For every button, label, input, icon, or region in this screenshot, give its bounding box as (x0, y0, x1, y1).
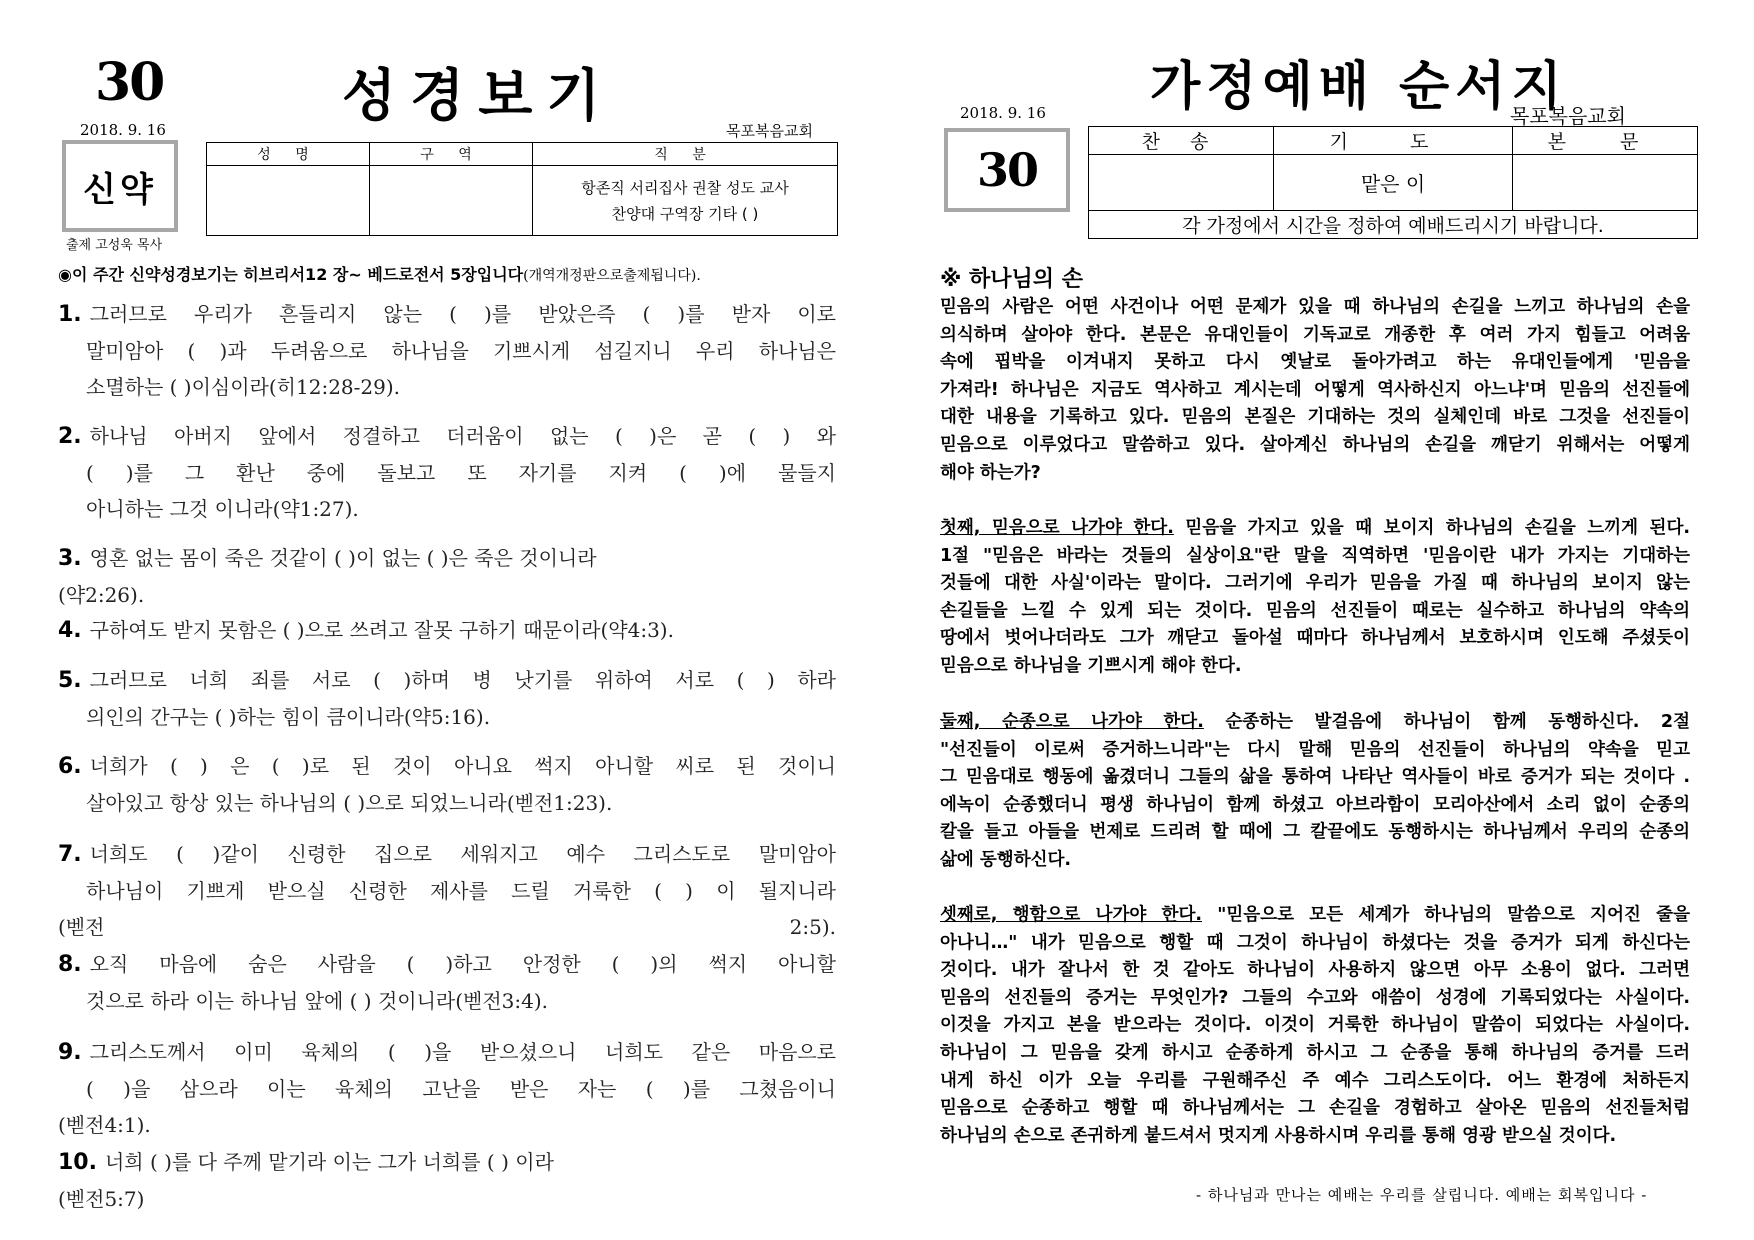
question-number: 7. (58, 842, 82, 867)
form-header-role: 직 분 (533, 143, 838, 166)
left-date: 2018. 9. 16 (80, 121, 166, 139)
intro-text: ◉이 주간 신약성경보기는 히브리서12 장~ 베드로전서 5장입니다 (58, 265, 524, 284)
section-title: ※ 하나님의 손 (940, 267, 1083, 292)
question-number: 10. (58, 1150, 97, 1175)
question-line: 너희가 ( ) 은 ( )로 된 것이 아니요 썩지 아니할 씨로 된 것이니 (89, 754, 836, 778)
worship-prayer-value: 맡은 이 (1274, 155, 1513, 211)
sermon-line: 믿음으로 이루었다고 말씀하고 있다. 살아계신 하나님의 손길을 깨닫기 위해서는 어떻게 (940, 434, 1690, 455)
question-5 (58, 662, 836, 735)
sermon-intro (940, 294, 1690, 487)
question-number: 2. (58, 424, 82, 449)
question-line: ( )를 그 환난 중에 돌보고 또 자기를 지켜 ( )에 물들지 (86, 461, 836, 485)
sermon-line: 믿음을 가지고 있을 때 보이지 하나님의 손길을 느끼게 된다. (1173, 518, 1691, 538)
sermon-point-3 (940, 902, 1690, 1150)
question-line: 너희도 ( )같이 신령한 집으로 세워지고 예수 그리스도로 말미암아 (89, 842, 836, 866)
worship-header-hymn: 찬 송 (1089, 127, 1274, 155)
sermon-line: 의식하며 살아야 한다. 본문은 유대인들이 기독교로 개종한 후 여러 가지 힘들고 어려움 (940, 324, 1690, 345)
question-reference: (벧전5:7) (58, 1187, 145, 1211)
question-line: 소멸하는 ( )이심이라(히12:28-29). (86, 375, 401, 399)
sermon-line: 에녹이 순종했더니 평생 하나님이 함께 하셨고 아브라함이 모리아산에서 소리 없이 순종의 (940, 794, 1690, 815)
form-header-district: 구 역 (370, 143, 533, 166)
question-line: 그리스도께서 이미 육체의 ( )을 받으셨으니 너희도 같은 마음으로 (89, 1040, 836, 1064)
author: 출제 고성욱 목사 (66, 238, 163, 253)
left-title: 성경보기 (342, 64, 615, 129)
question-number: 9. (58, 1040, 82, 1065)
sermon-line: 손길들을 느낄 수 있게 되는 것이다. 믿음의 선진들이 때로는 실수하고 하나님의 약속의 (940, 600, 1690, 621)
worship-note: 각 가정에서 시간을 정하여 예배드리시기 바랍니다. (1089, 211, 1698, 239)
sermon-line: 믿음의 선진들의 증거는 무엇인가? 그들의 수고와 애씀이 성경에 기록되었다는 사실이다. (940, 987, 1690, 1008)
worship-hymn-field[interactable] (1089, 155, 1274, 211)
form-district-field[interactable] (370, 166, 533, 236)
sermon-line: 대한 내용을 기록하고 있다. 믿음의 본질은 기대하는 것의 실체인데 바로 그것을 선진들이 (940, 407, 1690, 428)
question-line: 아니하는 그것 이니라(약1:27). (86, 497, 359, 521)
intro-line (58, 262, 701, 285)
form-role-options[interactable] (533, 166, 838, 236)
question-number: 6. (58, 754, 82, 779)
question-9 (58, 1034, 836, 1143)
form-roles-line2: 찬양대 구역장 기타 ( ) (611, 204, 759, 223)
sermon-line: 하나님의 손으로 존귀하게 붙드셔서 멋지게 사용하시며 우리를 통해 영광 받으실 것이다. (940, 1125, 1617, 1146)
sermon-line: 것들에 대한 사실'이라는 말이다. 그러기에 우리가 믿음을 가질 때 하나님의 보이지 않는 (940, 573, 1690, 594)
left-church: 목포복음교회 (726, 122, 813, 140)
sermon-line: "선진들이 이로써 증거하느니라"는 다시 말해 믿음의 선진들이 하나님의 약속을 믿고 (940, 739, 1690, 760)
question-line: 그러므로 너희 죄를 서로 ( )하며 병 낫기를 위하여 서로 ( ) 하라 (89, 668, 836, 692)
question-3 (58, 540, 836, 613)
question-4 (58, 612, 836, 649)
question-line: 의인의 간구는 ( )하는 힘이 큼이니라(약5:16). (86, 705, 491, 729)
right-issue-badge (944, 128, 1070, 212)
worship-scripture-field[interactable] (1513, 155, 1698, 211)
sermon-line: 1절 "믿음은 바라는 것들의 실상이요"란 말을 직역하면 '믿음이란 내가 가지는 기대하는 (940, 545, 1690, 566)
question-6 (58, 748, 836, 821)
sermon-line: 내게 하신 이가 오늘 우리를 구원해주신 주 예수 그리스도이다. 어느 환경에 처하든지 (940, 1070, 1690, 1091)
form-roles-line1: 항존직 서리집사 권찰 성도 교사 (581, 178, 789, 197)
worship-header-prayer: 기 도 (1274, 127, 1513, 155)
question-line: 말미암아 ( )과 두려움으로 하나님을 기쁘시게 섬길지니 우리 하나님은 (86, 339, 836, 363)
sermon-line: 믿음으로 순종하고 행할 때 하나님께서는 그 손길을 경험하고 살아온 믿음의 선진들처럼 (940, 1098, 1690, 1119)
sermon-line: 가져라! 하나님은 지금도 역사하고 계시는데 어떻게 역사하신지 아느냐'며 믿음의 선진들에 (940, 379, 1690, 400)
sermon-line: 이것을 가지고 본을 받으라는 것이다. 이것이 거룩한 하나님이 말씀이 되었다는 사실이다. (940, 1015, 1690, 1036)
question-10 (58, 1144, 836, 1217)
question-line: 구하여도 받지 못함은 ( )으로 쓰려고 잘못 구하기 때문이라(약4:3). (89, 618, 674, 642)
sermon-line: 것이다. 내가 잘나서 한 것 같아도 하나님이 사용하지 않으면 아무 소용이 없다. 그러면 (940, 960, 1690, 981)
point-heading: 첫째, 믿음으로 나가야 한다. (940, 518, 1174, 538)
sermon-line: 아나니…" 내가 믿음으로 행할 때 그것이 하나님이 하셨다는 것을 증거가 되게 하신다는 (940, 932, 1690, 953)
sermon-line: 속에 핍박을 이겨내지 못하고 다시 옛날로 돌아가려고 하는 유대인들에게 '믿음을 (940, 352, 1690, 373)
footer-motto: - 하나님과 만나는 예배는 우리를 살립니다. 예배는 회복입니다 - (1196, 1186, 1648, 1204)
question-8 (58, 946, 836, 1019)
question-number: 8. (58, 952, 82, 977)
question-7 (58, 836, 836, 945)
sermon-line: 믿음의 사람은 어떤 사건이나 어떤 문제가 있을 때 하나님의 손길을 느끼고 하나님의 손을 (940, 297, 1690, 317)
question-line: 영혼 없는 몸이 죽은 것같이 ( )이 없는 ( )은 죽은 것이니라 (89, 546, 597, 570)
sermon-line: 해야 하는가? (940, 462, 1041, 483)
sermon-line: "믿음으로 모든 세계가 하나님의 말씀으로 지어진 줄을 (1202, 905, 1690, 925)
question-reference: (벧전4:1). (58, 1113, 151, 1137)
right-date: 2018. 9. 16 (960, 104, 1046, 122)
question-line: 오직 마음에 숨은 사람을 ( )하고 안정한 ( )의 썩지 아니할 (89, 952, 836, 976)
question-2 (58, 418, 836, 527)
question-number: 4. (58, 618, 82, 643)
sermon-line: 그 믿음대로 행동에 옮겼더니 그들의 삶을 통하여 나타난 역사들이 바로 증거가 되는 것이다 . (940, 767, 1690, 788)
attendance-form (206, 142, 838, 236)
question-number: 1. (58, 302, 82, 327)
sermon-line: 칼을 들고 아들을 번제로 드리려 할 때에 그 칼끝에도 동행하시는 하나님께서 우리의 순종의 (940, 822, 1690, 843)
sermon-line: 땅에서 벗어나더라도 그가 깨닫고 돌아설 때마다 하나님께서 보호하시며 인도해 주셨듯이 (940, 628, 1690, 649)
question-line: 것으로 하라 이는 하나님 앞에 ( ) 것이니라(벧전3:4). (86, 989, 549, 1013)
form-name-field[interactable] (207, 166, 370, 236)
right-issue-number: 30 (976, 143, 1037, 197)
intro-note: (개역개정판으로출제됩니다). (523, 268, 701, 284)
testament-label: 신약 (83, 169, 157, 210)
worship-header-scripture: 본 문 (1513, 127, 1698, 155)
right-church: 목포복음교회 (1510, 104, 1626, 128)
sermon-line: 하나님이 그 믿음을 갖게 하시고 순종하게 하시고 그 순종을 통해 하나님의 증거를 드러 (940, 1042, 1690, 1063)
left-issue-number: 30 (95, 52, 164, 113)
point-heading: 둘째, 순종으로 나가야 한다. (940, 712, 1204, 732)
right-title: 가정예배 순서지 (1150, 57, 1568, 117)
sermon-point-2 (940, 709, 1690, 875)
question-line: 너희 ( )를 다 주께 맡기라 이는 그가 너희를 ( ) 이라 (104, 1150, 554, 1174)
question-reference: (벧전 2:5). (58, 915, 836, 939)
question-number: 5. (58, 668, 82, 693)
question-1 (58, 296, 836, 405)
sermon-line: 믿음으로 하나님을 기쁘시게 해야 한다. (940, 655, 1242, 676)
point-heading: 셋째로, 행함으로 나가야 한다. (940, 905, 1202, 925)
testament-badge (62, 140, 178, 232)
question-reference: (약2:26). (58, 583, 145, 607)
question-line: 그러므로 우리가 흔들리지 않는 ( )를 받았은즉 ( )를 받자 이로 (89, 302, 836, 326)
question-line: 하나님이 기쁘게 받으실 신령한 제사를 드릴 거룩한 ( ) 이 될지니라 (86, 879, 836, 903)
form-header-name: 성 명 (207, 143, 370, 166)
sermon-point-1 (940, 515, 1690, 681)
sermon-line: 순종하는 발걸음에 하나님이 함께 동행하신다. 2절 (1203, 712, 1690, 732)
question-number: 3. (58, 546, 82, 571)
worship-order-table (1088, 126, 1698, 239)
question-line: 살아있고 항상 있는 하나님의 ( )으로 되었느니라(벧전1:23). (86, 791, 613, 815)
sermon-line: 삶에 동행하신다. (940, 849, 1072, 870)
question-line: ( )을 삼으라 이는 육체의 고난을 받은 자는 ( )를 그쳤음이니 (86, 1077, 836, 1101)
question-line: 하나님 아버지 앞에서 정결하고 더러움이 없는 ( )은 곧 ( ) 와 (89, 424, 836, 448)
